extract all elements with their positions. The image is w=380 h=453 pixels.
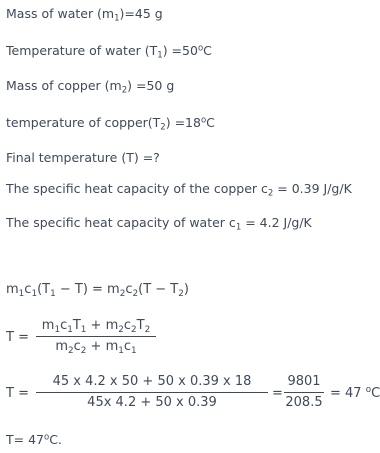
- final-temperature: Final temperature (T) =?: [6, 150, 160, 165]
- equation2-denominator: $m_2c_2 + m_1c_1$: [55, 339, 137, 356]
- heat-balance-equation: $m_1c_1(T_1 - T) = m_2c_2(T - T_2)$: [6, 282, 189, 299]
- equation3-denominator2: 208.5: [285, 395, 323, 410]
- shc-copper: The specific heat capacity of the copper $c_2 = 0.39$ J/g/K: [6, 181, 352, 199]
- final-answer: $T= 47^oC$.: [6, 432, 62, 447]
- temperature-of-copper: temperature of $copper(T_2) =18^oC$: [6, 115, 215, 133]
- temperature-of-water: Temperature of water $(T_1) =50^oC$: [6, 43, 212, 61]
- equation3-fraction2: [284, 374, 324, 411]
- equation3-numerator2: 9801: [284, 374, 324, 393]
- shc-water: The specific heat capacity of water $c_1 = 4.2$ J/g/K: [6, 215, 312, 233]
- equation3-lhs: T =: [6, 386, 29, 401]
- equation3-equals: =: [272, 386, 283, 401]
- mass-of-copper: Mass of copper $(m_2) =50$ g: [6, 78, 175, 96]
- equation3-result: = 47 $^o$C: [330, 385, 380, 401]
- equation2-numerator: $m_1c_1T_1 + m_2c_2T_2$: [36, 318, 156, 337]
- mass-of-water: Mass of water $(m_1)=45$ g: [6, 6, 163, 24]
- equation3-fraction1: [36, 374, 268, 411]
- equation2-fraction: [36, 318, 156, 355]
- equation2-lhs: T =: [6, 330, 29, 345]
- equation3-denominator1: 45x 4.2 + 50 x 0.39: [87, 395, 217, 410]
- equation3-numerator1: 45 x 4.2 x 50 + 50 x 0.39 x 18: [36, 374, 268, 393]
